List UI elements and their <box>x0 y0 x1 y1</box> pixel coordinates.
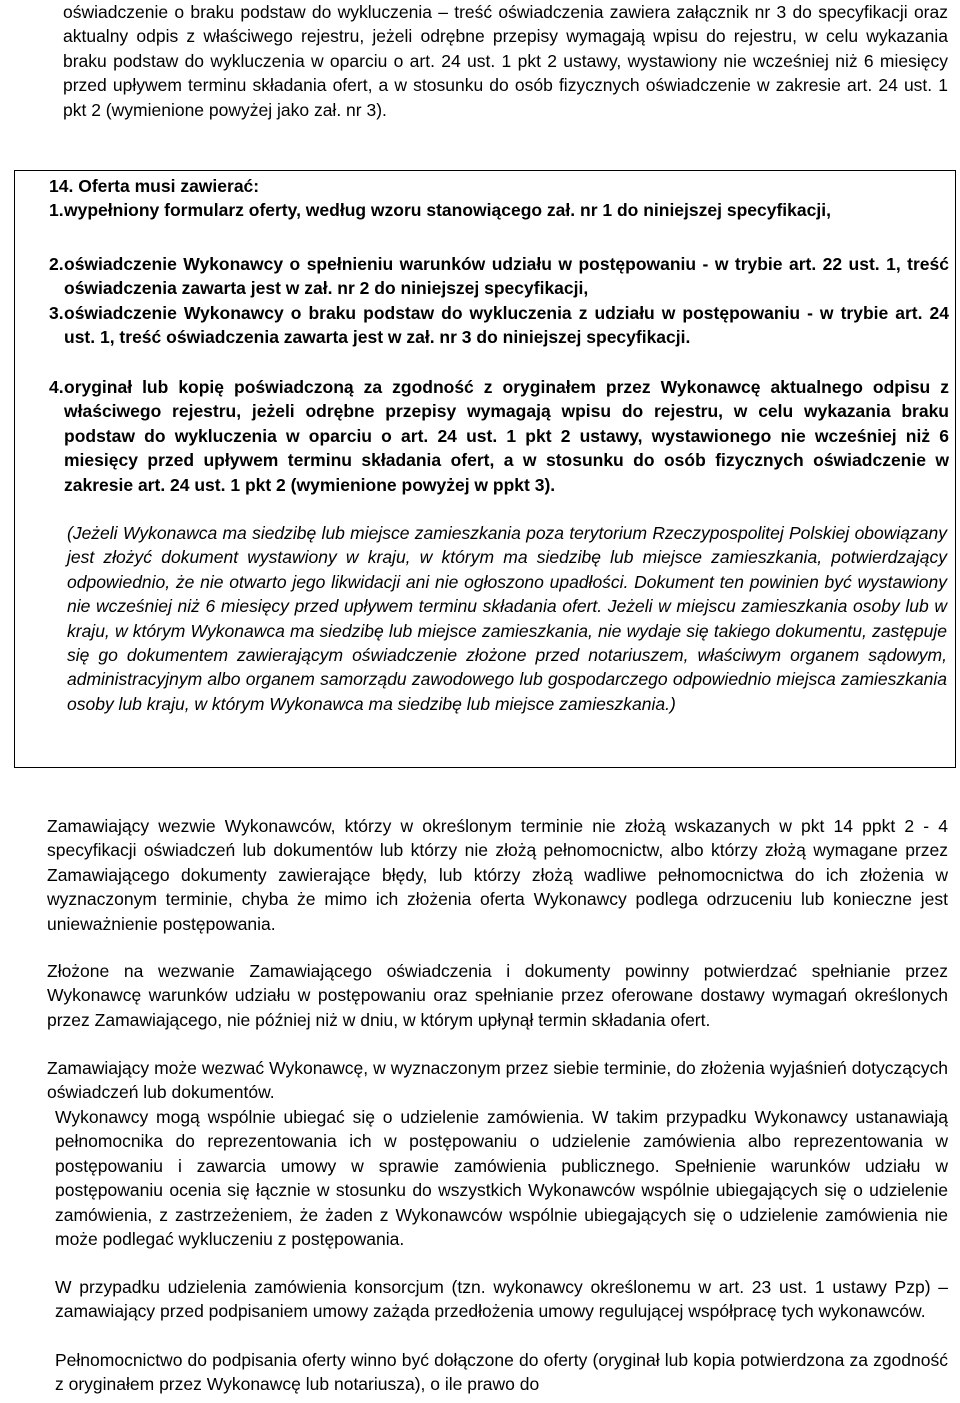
list-item <box>49 301 949 350</box>
paragraph-joint-bidding: Wykonawcy mogą wspólnie ubiegać się o udzielenie zamówienia. W takim przypadku Wykonawcy ustanawiają pełnomocnika do reprezentowania ich w postępowaniu o udzielenie zamówienia albo reprezentowania w postępowaniu i zawarcia umowy w sprawie zamówienia publicznego. Spełnienie warunków udziału w postępowaniu ocenia się łącznie w stosunku do wszystkich Wykonawców wspólnie ubiegających się o udzielenie zamówienia, z zastrzeżeniem, że żaden z Wykonawców wspólnie ubiegających się o udzielenie zamówienia nie może podlegać wykluczeniu z postępowania. <box>55 1107 948 1250</box>
paragraph-consortium: W przypadku udzielenia zamówienia konsorcjum (tzn. wykonawcy określonemu w art. 23 ust. 1 ustawy Pzp) – zamawiający przed podpisaniem umowy zażąda przedłożenia umowy regulującej współpracę tych wykonawców. <box>55 1277 948 1322</box>
section-number: 14. <box>49 176 74 196</box>
list-item-text: oświadczenie Wykonawcy o braku podstaw do wykluczenia z udziału w postępowaniu - w trybie art. 24 ust. 1, treść oświadczenia zawarta jest w zał. nr 3 do niniejszej specyfikacji. <box>64 303 949 348</box>
list-item <box>49 375 949 497</box>
list-item <box>49 252 949 301</box>
foreign-contractor-note: (Jeżeli Wykonawca ma siedzibę lub miejsce zamieszkania poza terytorium Rzeczypospolitej Polskiej obowiązany jest złożyć dokument wystawiony w kraju, w którym ma siedzibę lub miejsce zamieszkania, potwierdzający odpowiednio, że nie otwarto jego likwidacji ani nie ogłoszono upadłości. Dokument ten powinien być wystawiony nie wcześniej niż 6 miesięcy przed upływem terminu składania ofert. Jeżeli w miejscu zamieszkania osoby lub w kraju, w którym Wykonawca ma siedzibę lub miejsce zamieszkania, nie wydaje się takiego dokumentu, zastępuje się go dokumentem zawierającym oświadczenie złożone przed notariuszem, właściwym organem sądowym, administracyjnym albo organem samorządu zawodowego lub gospodarczego odpowiednio miejsca zamieszkania osoby lub kraju, w którym Wykonawca ma siedzibę lub miejsce zamieszkania.) <box>67 523 947 714</box>
list-item-number: 4. <box>49 377 64 397</box>
paragraph-summons: Zamawiający wezwie Wykonawców, którzy w określonym terminie nie złożą wskazanych w pkt 14 ppkt 2 - 4 specyfikacji oświadczeń lub dokumentów lub którzy nie złożą pełnomocnictw, albo którzy złożą wymagane przez Zamawiającego dokumenty zawierające błędy, lub którzy złożą wadliwe pełnomocnictwa do ich złożenia w wyznaczonym terminie, chyba że mimo ich złożenia oferta Wykonawcy podlega odrzuceniu lub konieczne jest unieważnienie postępowania. <box>47 816 948 934</box>
list-item <box>49 198 949 222</box>
section-heading <box>49 174 259 198</box>
intro-paragraph: oświadczenie o braku podstaw do wykluczenia – treść oświadczenia zawiera załącznik nr 3 do specyfikacji oraz aktualny odpis z właściwego rejestru, jeżeli odrębne przepisy wymagają wpisu do rejestru, w celu wykazania braku podstaw do wykluczenia w oparciu o art. 24 ust. 1 pkt 2 ustawy, wystawiony nie wcześniej niż 6 miesięcy przed upływem terminu składania ofert, a w stosunku do osób fizycznych oświadczenie w zakresie art. 24 ust. 1 pkt 2 (wymienione powyżej jako zał. nr 3). <box>63 2 948 120</box>
paragraph-documents: Złożone na wezwanie Zamawiającego oświadczenia i dokumenty powinny potwierdzać spełnianie przez Wykonawcę warunków udziału w postępowaniu oraz spełnianie przez oferowane dostawy wymagań określonych przez Zamawiającego, nie później niż w dniu, w którym upłynął termin składania ofert. <box>47 961 948 1030</box>
list-item-text: oświadczenie Wykonawcy o spełnieniu warunków udziału w postępowaniu - w trybie art. 22 ust. 1, treść oświadczenia zawarta jest w zał. nr 2 do niniejszej specyfikacji, <box>64 254 949 299</box>
list-item-text: oryginał lub kopię poświadczoną za zgodność z oryginałem przez Wykonawcę aktualnego odpisu z właściwego rejestru, jeżeli odrębne przepisy wymagają wpisu do rejestru, w celu wykazania braku podstaw do wykluczenia w oparciu o art. 24 ust. 1 pkt 2 ustawy, wystawionego nie wcześniej niż 6 miesięcy przed upływem terminu składania ofert, a w stosunku do osób fizycznych oświadczenie w zakresie art. 24 ust. 1 pkt 2 (wymienione powyżej w ppkt 3). <box>64 377 949 495</box>
list-item-text: wypełniony formularz oferty, według wzoru stanowiącego zał. nr 1 do niniejszej specyfikacji, <box>64 200 831 220</box>
section-title: Oferta musi zawierać: <box>78 176 260 196</box>
paragraph-explanations: Zamawiający może wezwać Wykonawcę, w wyznaczonym przez siebie terminie, do złożenia wyjaśnień dotyczących oświadczeń lub dokumentów. <box>47 1058 948 1103</box>
paragraph-power-of-attorney: Pełnomocnictwo do podpisania oferty winno być dołączone do oferty (oryginał lub kopia potwierdzona za zgodność z oryginałem przez Wykonawcę lub notariusza), o ile prawo do <box>55 1350 948 1395</box>
list-item-number: 2. <box>49 254 64 274</box>
list-item-number: 1. <box>49 200 64 220</box>
list-item-number: 3. <box>49 303 64 323</box>
